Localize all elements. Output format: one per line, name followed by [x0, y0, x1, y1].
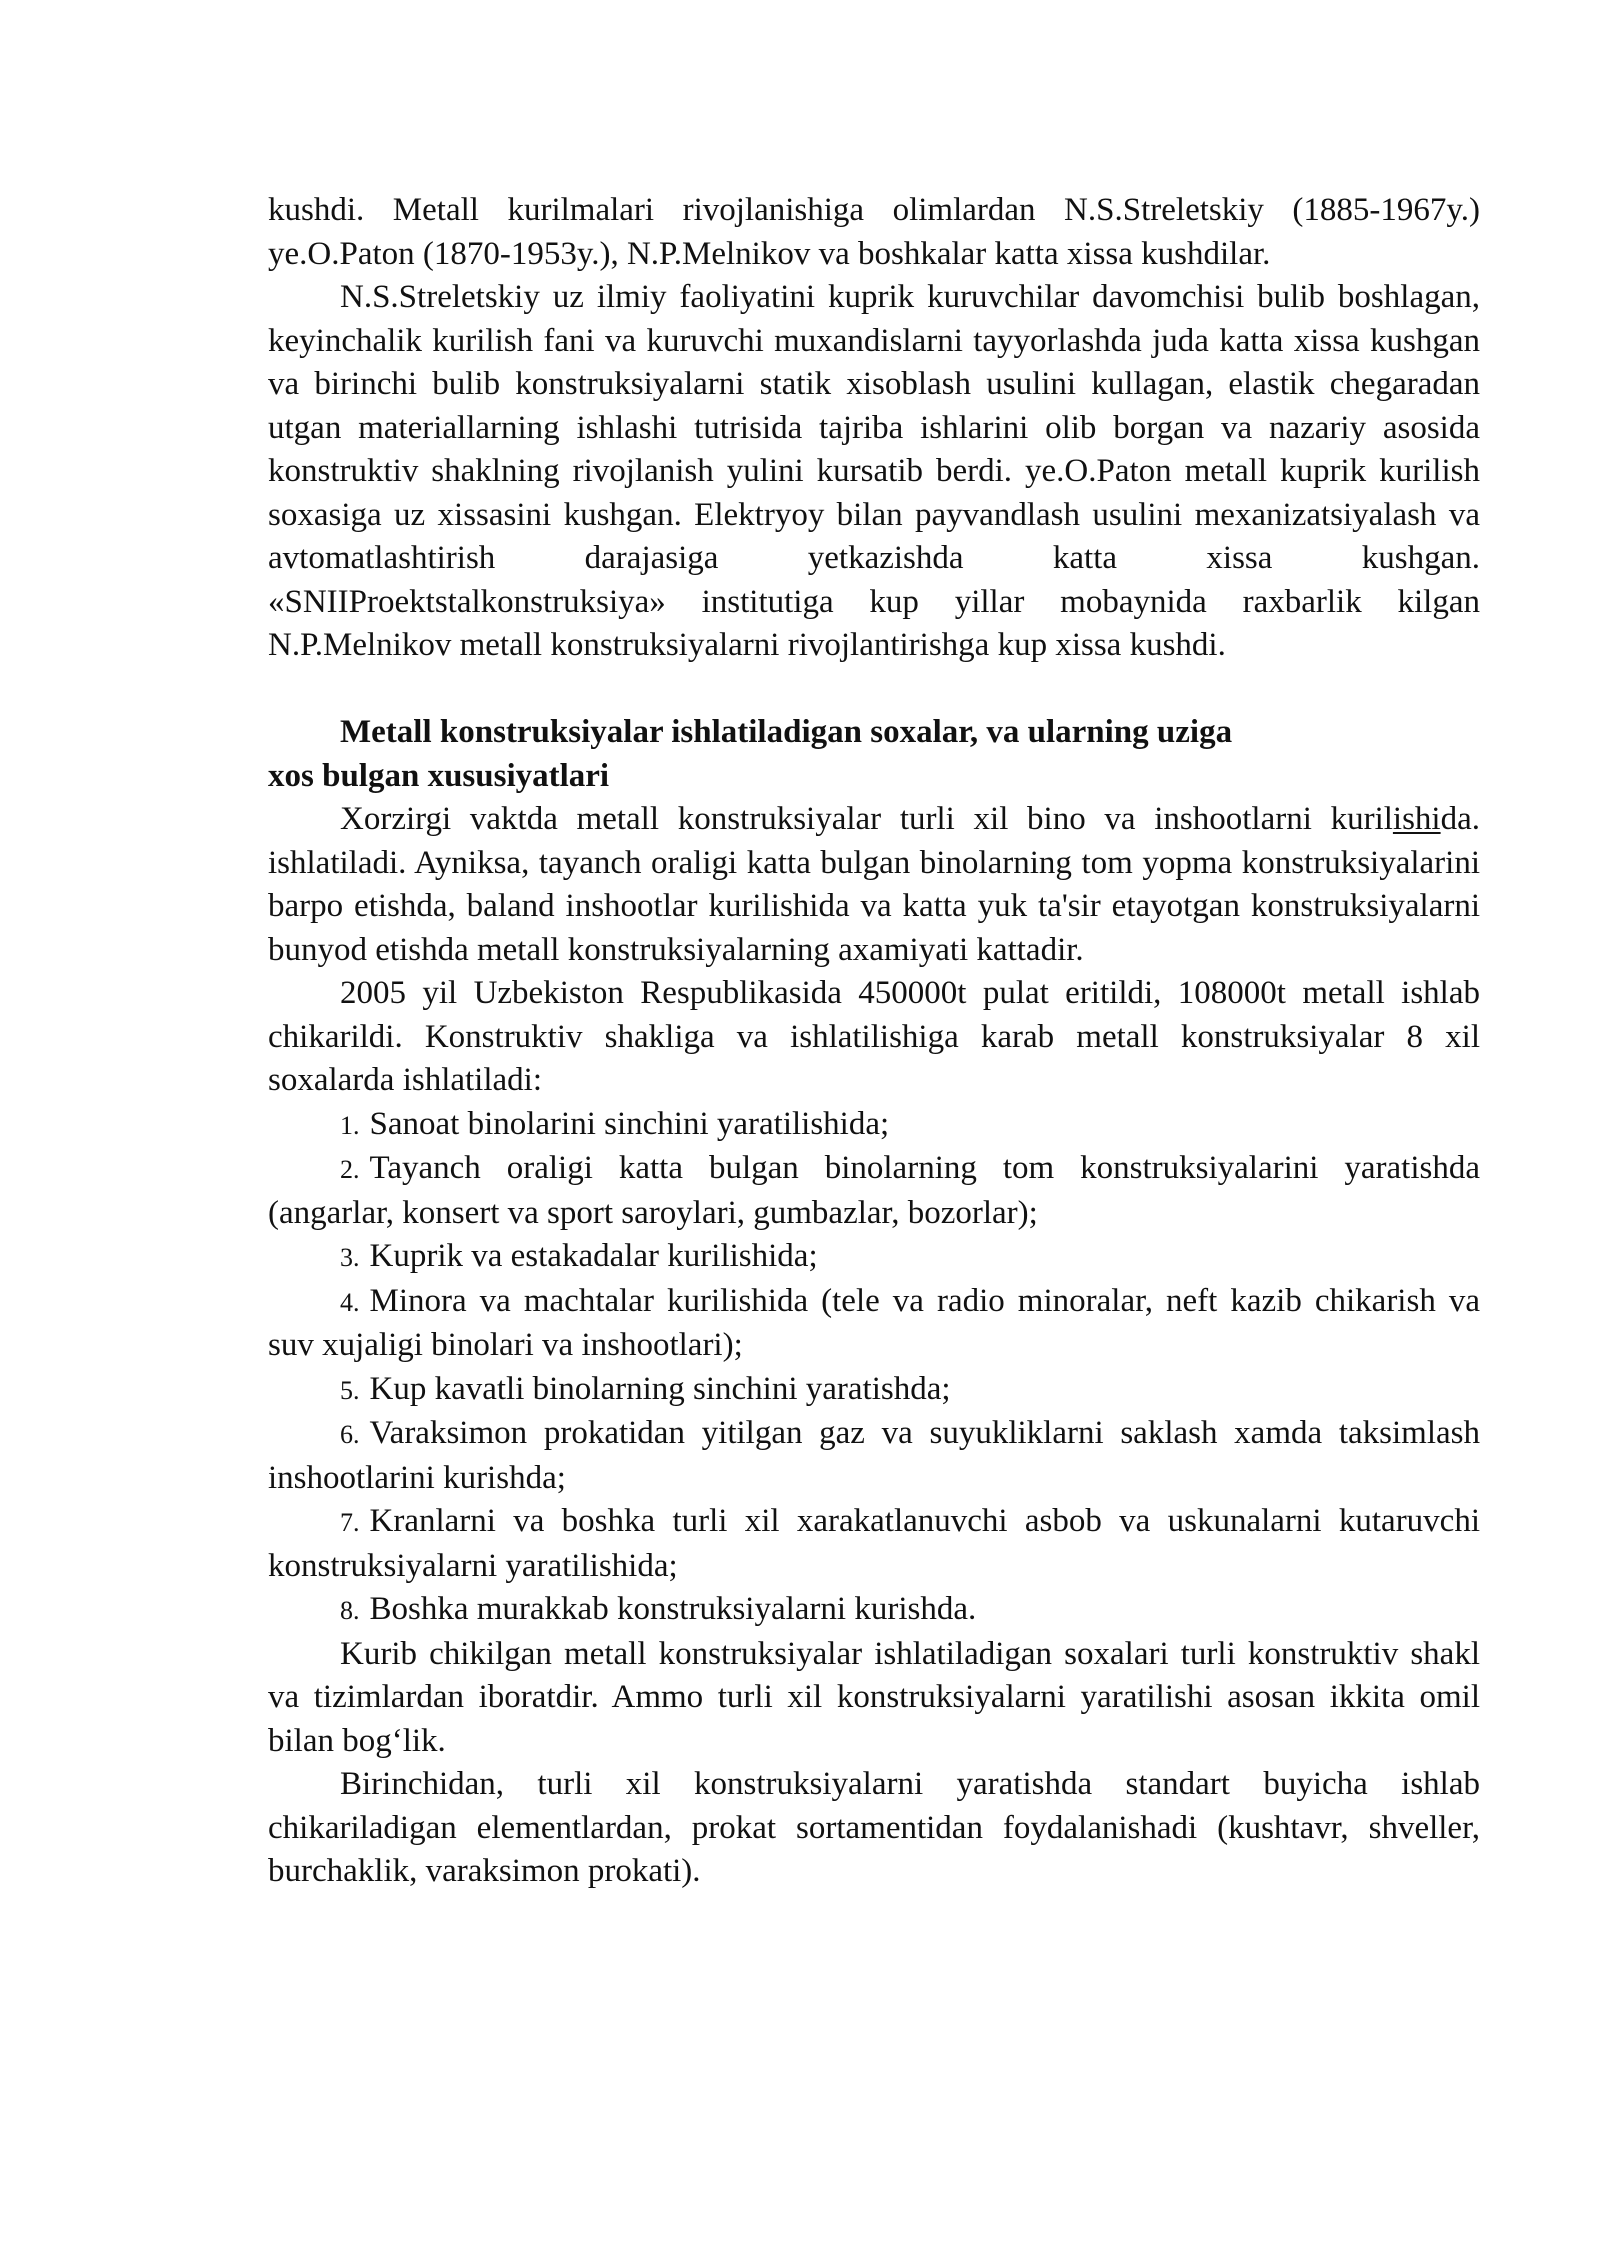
list-item-text: Sanoat binolarini sinchini yaratilishida; — [369, 1105, 890, 1142]
list-item-text: Boshka murakkab konstruksiyalarni kurishda. — [369, 1591, 977, 1627]
section-heading — [268, 711, 1480, 798]
paragraph-usage — [268, 798, 1480, 972]
list-item-text: Tayanch oraligi katta bulgan binolarning tom konstruksiyalarini yaratishda (angarlar, konsert va sport saroylari, gumbazlar, bozorlar); — [268, 1150, 1480, 1231]
list-item-text: Kup kavatli binolarning sinchini yaratishda; — [369, 1370, 951, 1407]
list-item — [268, 1500, 1480, 1588]
paragraph-factors: Kurib chikilgan metall konstruksiyalar ishlatiladigan soxalari turli konstruktiv shakl va tizimlardan iboratdir. Ammo turli xil konstruksiyalarni yaratilishi asosan ikkita omil bilan bog‘lik. — [268, 1635, 1480, 1759]
list-item — [268, 1235, 1480, 1280]
list-item — [268, 1280, 1480, 1368]
list-item-number: 8. — [340, 1596, 360, 1625]
underlined-word: ishi — [1392, 801, 1441, 837]
list-item — [268, 1588, 1480, 1633]
list-item-text: Kranlarni va boshka turli xil xarakatlanuvchi asbob va uskunalarni kutaruvchi konstruksiyalarni yaratilishida; — [268, 1503, 1480, 1584]
section-heading-line-1: Metall konstruksiyalar ishlatiladigan soxalar, va ularning uziga — [340, 714, 1233, 750]
list-item — [268, 1147, 1480, 1235]
list-item-number: 1. — [340, 1110, 360, 1140]
list-item-text: Minora va machtalar kurilishida (tele va radio minoralar, neft kazib chikarish va suv xujaligi binolari va inshootlari); — [268, 1282, 1480, 1363]
usage-list — [268, 1103, 1480, 1633]
list-item — [268, 1103, 1480, 1148]
list-item — [268, 1412, 1480, 1500]
list-item-number: 3. — [340, 1243, 360, 1272]
list-item-number: 5. — [340, 1375, 360, 1405]
paragraph-intro: kushdi. Metall kurilmalari rivojlanishiga olimlardan N.S.Streletskiy (1885-1967y.) ye.O.Paton (1870-1953y.), N.P.Melnikov va boshkalar katta xissa kushdilar. — [268, 192, 1480, 272]
list-item — [268, 1368, 1480, 1413]
list-item-text: Varaksimon prokatidan yitilgan gaz va suyukliklarni saklash xamda taksimlash inshootlarini kurishda; — [268, 1415, 1480, 1496]
paragraph-statistics: 2005 yil Uzbekiston Respublikasida 450000t pulat eritildi, 108000t metall ishlab chikarildi. Konstruktiv shakliga va ishlatilishiga karab metall konstruksiyalar 8 xil soxalarda ishlatiladi: — [268, 975, 1480, 1098]
paragraph-usage-text-2: da. ishlatiladi. Ayniksa, tayanch oraligi katta bulgan binolarning tom yopma konstruksiyalarini barpo etishda, baland inshootlar kurilishida va katta yuk ta'sir etayotgan konstruksiyalarni bunyod etishda metall konstruksiyalarning axamiyati kattadir. — [268, 801, 1480, 968]
paragraph-streletskiy: N.S.Streletskiy uz ilmiy faoliyatini kuprik kuruvchilar davomchisi bulib boshlagan, keyinchalik kurilish fani va kuruvchi muxandislarni tayyorlashda juda katta xissa kushgan va birinchi bulib konstruksiyalarni statik xisoblash usulini kullagan, elastik chegaradan utgan materiallarning ishlashi tutrisida tajriba ishlarini olib borgan va nazariy asosida konstruktiv shaklning rivojlanish yulini kursatib berdi. ye.O.Paton metall kuprik kurilish soxasiga uz xissasini kushgan. Elektryoy bilan payvandlash usulini mexanizatsiyalash va avtomatlashtirish darajasiga yetkazishda katta xissa kushgan. «SNIIProektstalkonstruksiya» institutiga kup yillar mobaynida raxbarlik kilgan N.P.Melnikov metall konstruksiyalarni rivojlantirishga kup xissa kushdi. — [268, 279, 1480, 663]
paragraph-usage-text-1: Xorzirgi vaktda metall konstruksiyalar turli xil bino va inshootlarni kuril — [340, 801, 1393, 837]
list-item-number: 7. — [340, 1508, 360, 1537]
list-item-number: 6. — [340, 1420, 360, 1449]
list-item-number: 4. — [340, 1287, 360, 1317]
list-item-number: 2. — [340, 1155, 360, 1184]
blank-line — [268, 668, 1480, 712]
document-page — [268, 189, 1480, 1894]
paragraph-firstly: Birinchidan, turli xil konstruksiyalarni yaratishda standart buyicha ishlab chikariladigan elementlardan, prokat sortamentidan foydalanishadi (kushtavr, shveller, burchaklik, varaksimon prokati). — [268, 1766, 1480, 1889]
section-heading-line-2: xos bulgan xususiyatlari — [268, 757, 610, 794]
list-item-text: Kuprik va estakadalar kurilishida; — [369, 1238, 818, 1274]
